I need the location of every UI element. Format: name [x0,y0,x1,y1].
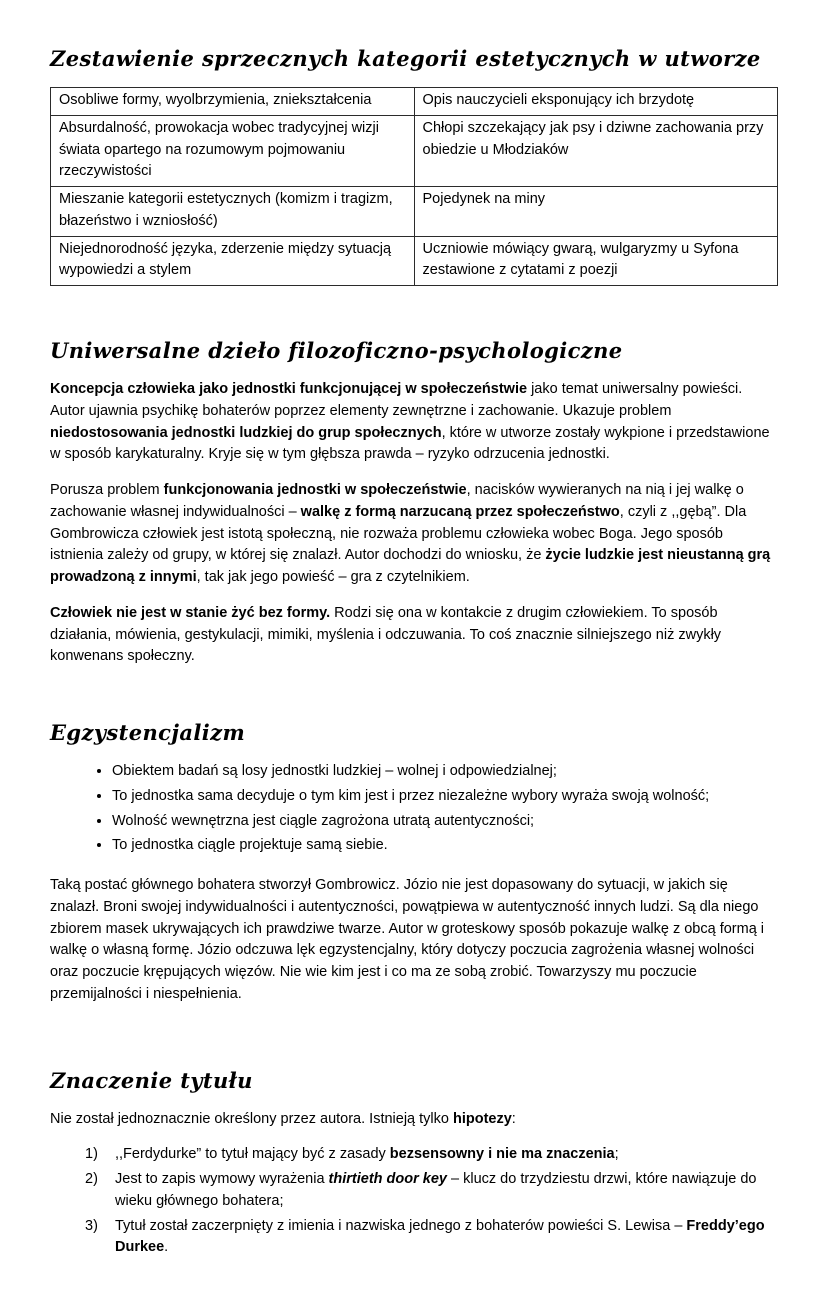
section-existentialism [50,720,778,1006]
item-text [115,1144,778,1166]
text-segment: hipotezy [452,1110,512,1127]
table-row [51,236,778,286]
item-text [115,1169,778,1213]
text-segment: życie ludzkie jest nieustanną grą prowadzoną z innymi [50,547,771,585]
numbered-list [85,1144,778,1259]
list-item [85,1144,778,1166]
list-item: • To jednostka sama decyduje o tym kim jest i przez niezależne wybory wyraża swoją wolność; [112,786,778,808]
text-segment: bezsensowny i nie ma znaczenia [389,1146,615,1163]
bullet-list [50,761,778,857]
text-segment: walkę z formą narzucaną przez społeczeństwo [300,503,620,520]
intro-paragraph [50,1109,778,1131]
text-segment: Tytuł został zaczerpnięty z imienia i nazwiska jednego z bohaterów powieści S. Lewisa – [115,1217,687,1234]
heading-znaczenie-tytulu: Znaczenie tytułu [50,1067,253,1093]
section-title-meaning [50,1068,778,1260]
table-cell-right: Chłopi szczekający jak psy i dziwne zachowania przy obiedzie u Młodziaków [414,115,778,186]
text-segment: . [164,1239,169,1256]
heading-zestawienie: Zestawienie sprzecznych kategorii estetycznych w utworze [50,46,761,71]
table-cell-right: Uczniowie mówiący gwarą, wulgaryzmy u Syfona zestawione z cytatami z poezji [414,236,778,286]
list-item [85,1169,778,1213]
text-segment: Jest to zapis wymowy wyrażenia [115,1171,329,1187]
text-segment: Porusza problem [50,482,164,498]
item-number: 2) [85,1171,98,1187]
text-segment: Człowiek nie jest w stanie żyć bez formy. [50,604,331,621]
paragraph [50,480,778,589]
text-segment: , czyli z ,,gębą”. Dla Gombrowicza człowiek jest istotą społeczną, nie rozważa problemu człowieka wobec Boga. Jego sposób istnienia zależy od grupy, w której się znalazł. Autor dochodzi do wniosku, że [50,503,747,564]
table-cell-left: Osobliwe formy, wyolbrzymienia, zniekształcenia [51,88,415,116]
table-cell-right: Pojedynek na miny [414,187,778,237]
section-universal-work [50,338,778,668]
text-segment: Nie został jednoznacznie określony przez autora. Istnieją tylko [50,1110,453,1127]
text-segment: Freddy’ego Durkee [115,1217,765,1256]
section-aesthetic-categories [50,46,778,286]
paragraph [50,379,778,466]
table-cell-left: Absurdalność, prowokacja wobec tradycyjnej wizji świata opartego na rozumowym pojmowaniu rzeczywistości [51,115,415,186]
paragraph [50,603,778,668]
text-segment: funkcjonowania jednostki w społeczeństwie [163,482,467,498]
text-segment: , tak jak jego powieść – gra z czytelnikiem. [196,569,470,585]
text-segment: , które w utworze zostały wykpione i przedstawione w sposób karykaturalny. Kryje się w tym głębsza prawda – ryzyko odrzucenia jednostki. [50,424,770,463]
list-item [85,1216,778,1260]
item-number: 3) [85,1217,98,1234]
table-row [51,187,778,237]
table-cell-right: Opis nauczycieli eksponujący ich brzydotę [414,88,778,116]
table-row [51,115,778,186]
item-number: 1) [85,1146,98,1163]
text-segment: niedostosowania jednostki ludzkiej do grup społecznych [50,424,442,441]
text-segment: – klucz do trzydziestu drzwi, które nawiązuje do wieku głównego bohatera; [115,1171,757,1209]
text-segment: : [511,1110,516,1127]
heading-egzystencjalizm: Egzystencjalizm [50,720,246,745]
text-segment: Rodzi się ona w kontakcie z drugim człowiekiem. To sposób działania, mówienia, gestykulacji, mimiki, myślenia i odczuwania. To coś znacznie silniejszego niż zwykły konwenans społeczny. [50,604,722,665]
text-segment: ; [614,1146,619,1163]
table-cell-left: Mieszanie kategorii estetycznych (komizm i tragizm, błazeństwo i wzniosłość) [51,187,415,237]
text-segment: ,,Ferdydurke” to tytuł mający być z zasady [115,1146,390,1163]
heading-uniwersalne-dzielo: Uniwersalne dzieło filozoficzno-psychologiczne [50,338,623,363]
text-segment: , nacisków wywieranych na nią i jej walkę o zachowanie własnej indywidualności – [50,482,744,520]
comparison-table [50,87,778,286]
table-cell-left: Niejednorodność języka, zderzenie między sytuacją wypowiedzi a stylem [51,236,415,286]
text-segment: jako temat uniwersalny powieści. Autor ujawnia psychikę bohaterów poprzez elementy zewnętrzne i zachowanie. Ukazuje problem [50,381,743,419]
item-text [115,1216,778,1260]
table-row [51,88,778,116]
list-item: • To jednostka ciągle projektuje samą siebie. [112,835,778,857]
text-segment: Koncepcja człowieka jako jednostki funkcjonującej w społeczeństwie [50,381,528,397]
list-item: • Obiektem badań są losy jednostki ludzkiej – wolnej i odpowiedzialnej; [112,761,778,783]
list-item: • Wolność wewnętrzna jest ciągle zagrożona utratą autentyczności; [112,811,778,833]
text-segment: thirtieth door key [328,1171,447,1187]
paragraph: Taką postać głównego bohatera stworzył Gombrowicz. Józio nie jest dopasowany do sytuacji, w jakich się znalazł. Broni swojej indywidualności i autentyczności, powątpiewa w autentyczność innych ludzi. Są dla niego zbiorem masek ukrywających ich prawdziwe twarze. Autor w groteskowy sposób pokazuje walkę z obcą formą i walkę o własną formę. Józio odczuwa lęk egzystencjalny, który dotyczy poczucia zagrożenia własnej wolności oraz poczucie krępujących więzów. Nie wie kim jest i co ma ze sobą zrobić. Towarzyszy mu poczucie przemijalności i niespełnienia. [50,877,765,1002]
